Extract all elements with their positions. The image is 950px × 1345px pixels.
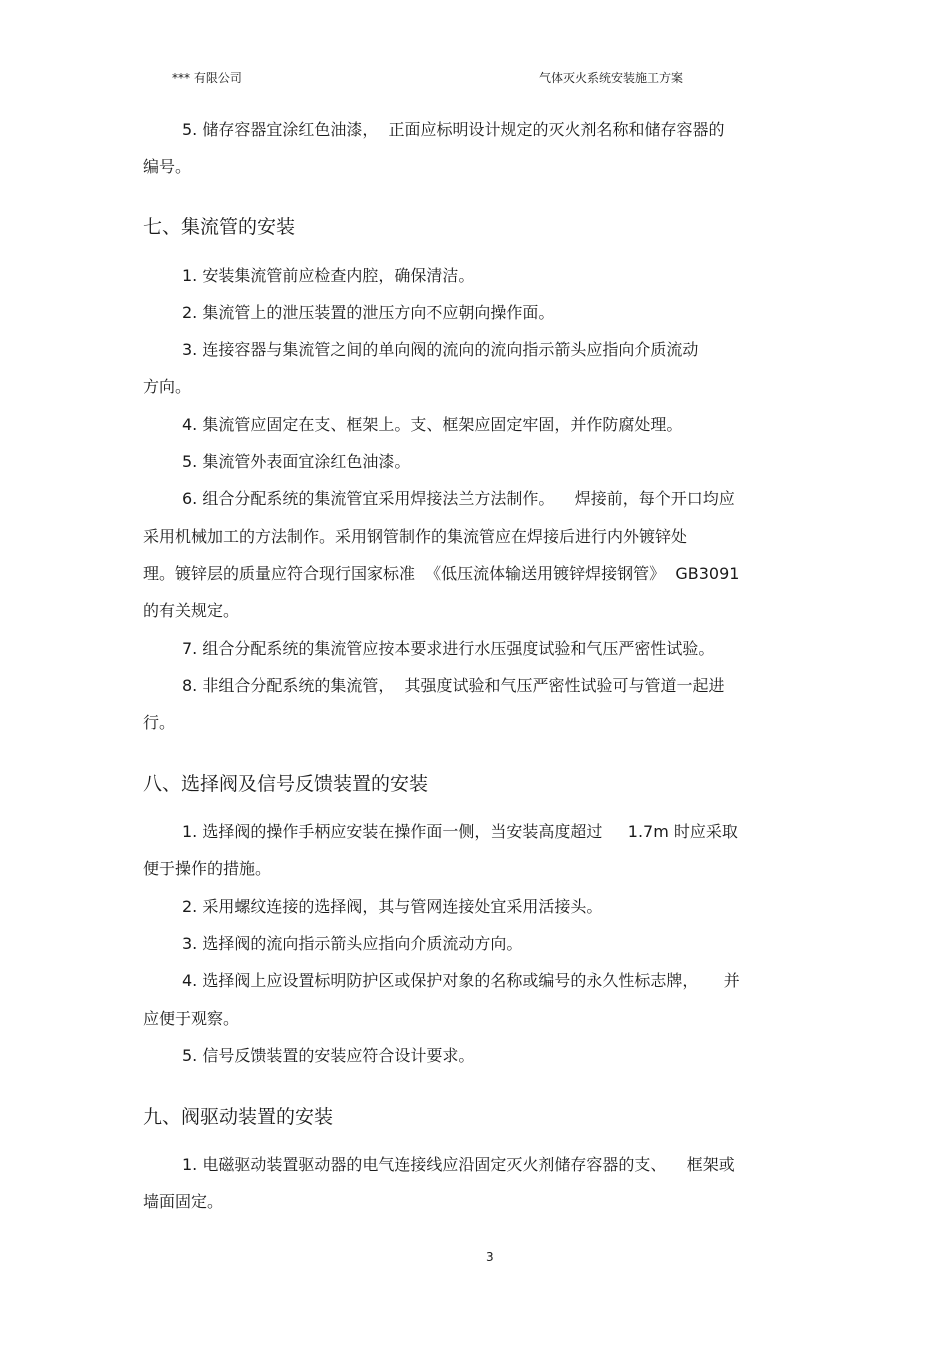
paragraph-line: 2. 集流管上的泄压装置的泄压方向不应朝向操作面。 (182, 303, 555, 322)
paragraph-line: 理。镀锌层的质量应符合现行国家标准 《低压流体输送用镀锌焊接钢管》 GB3091 (143, 564, 740, 583)
paragraph-line: 5. 信号反馈装置的安装应符合设计要求。 (182, 1046, 475, 1065)
section-heading-7: 七、集流管的安装 (143, 216, 296, 238)
paragraph-line: 5. 集流管外表面宜涂红色油漆。 (182, 452, 411, 471)
paragraph-line: 行。 (143, 713, 176, 732)
paragraph-line: 应便于观察。 (143, 1009, 240, 1028)
paragraph-line: 3. 选择阀的流向指示箭头应指向介质流动方向。 (182, 934, 523, 953)
page-number: 3 (486, 1250, 494, 1264)
paragraph-line: 8. 非组合分配系统的集流管， 其强度试验和气压严密性试验可与管道一起进 (182, 676, 725, 695)
paragraph-line: 采用机械加工的方法制作。采用钢管制作的集流管应在焊接后进行内外镀锌处 (143, 527, 688, 546)
paragraph-line: 1. 选择阀的操作手柄应安装在操作面一侧，当安装高度超过 1.7m 时应采取 (182, 822, 738, 841)
paragraph-line: 2. 采用螺纹连接的选择阀，其与管网连接处宜采用活接头。 (182, 897, 603, 916)
paragraph-line: 便于操作的措施。 (143, 859, 272, 878)
paragraph-line: 的有关规定。 (143, 601, 240, 620)
paragraph-line: 5. 储存容器宜涂红色油漆， 正面应标明设计规定的灭火剂名称和储存容器的 (182, 120, 725, 139)
paragraph-line: 4. 选择阀上应设置标明防护区或保护对象的名称或编号的永久性标志牌， 并 (182, 971, 740, 990)
paragraph-line: 7. 组合分配系统的集流管应按本要求进行水压强度试验和气压严密性试验。 (182, 639, 715, 658)
page-header-company: *** 有限公司 (172, 71, 242, 85)
paragraph-line: 墙面固定。 (143, 1192, 224, 1211)
page-header-title: 气体灭火系统安装施工方案 (539, 71, 684, 85)
paragraph-line: 3. 连接容器与集流管之间的单向阀的流向的流向指示箭头应指向介质流动 (182, 340, 699, 359)
paragraph-line: 6. 组合分配系统的集流管宜采用焊接法兰方法制作。 焊接前，每个开口均应 (182, 489, 735, 508)
section-heading-8: 八、选择阀及信号反馈装置的安装 (143, 773, 429, 795)
paragraph-line: 1. 安装集流管前应检查内腔，确保清洁。 (182, 266, 475, 285)
section-heading-9: 九、阀驱动装置的安装 (143, 1106, 334, 1128)
paragraph-line: 编号。 (143, 157, 192, 176)
paragraph-line: 1. 电磁驱动装置驱动器的电气连接线应沿固定灭火剂储存容器的支、 框架或 (182, 1155, 735, 1174)
paragraph-line: 方向。 (143, 377, 192, 396)
paragraph-line: 4. 集流管应固定在支、框架上。支、框架应固定牢固，并作防腐处理。 (182, 415, 683, 434)
